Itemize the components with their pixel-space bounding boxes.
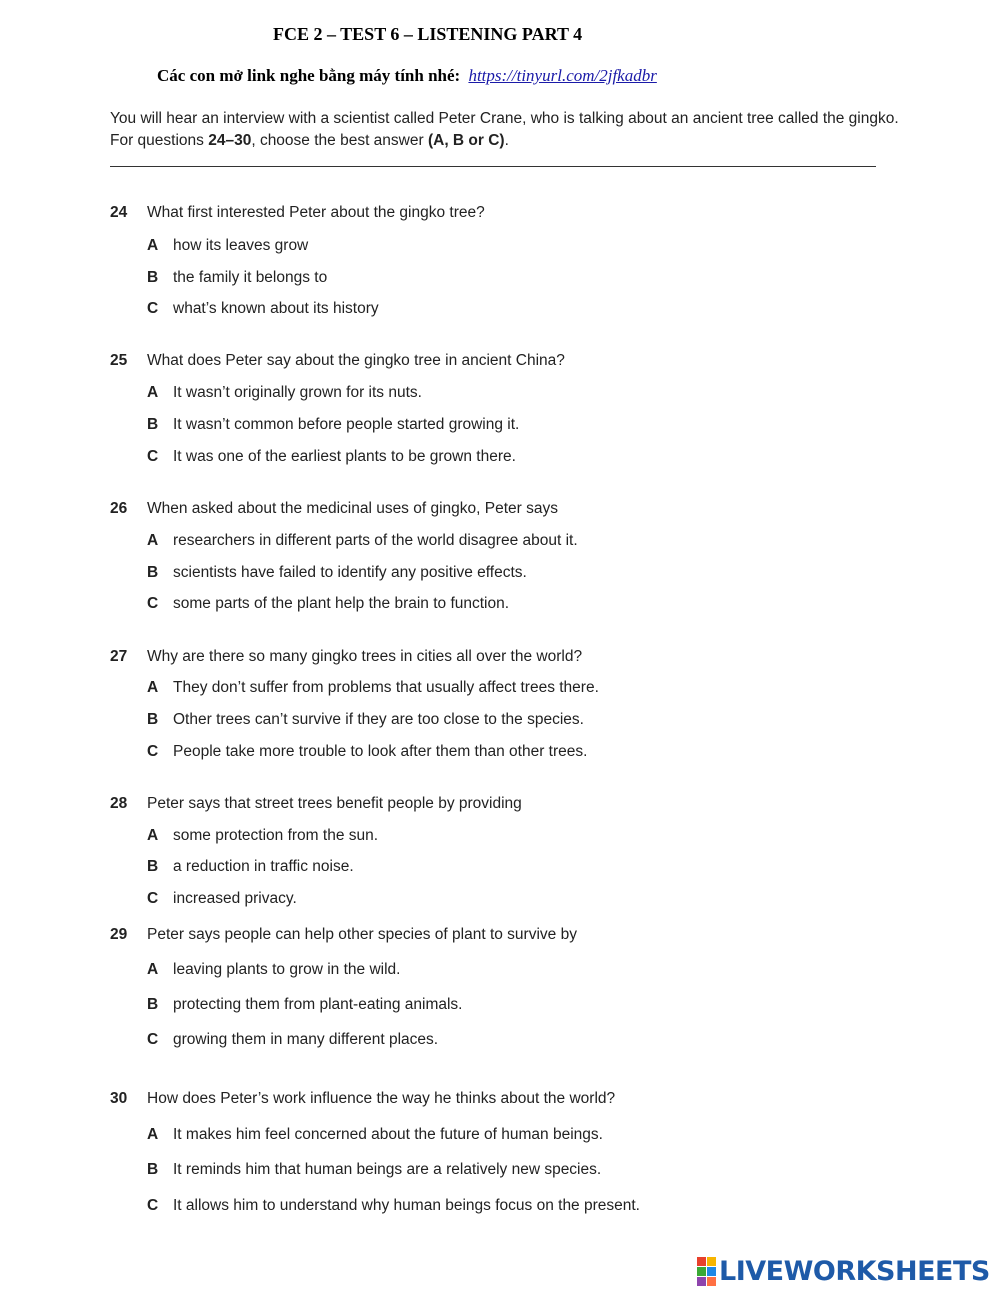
question-29 <box>110 923 910 1052</box>
question-text: When asked about the medicinal uses of gingko, Peter says <box>147 500 558 517</box>
option-c[interactable]: C It was one of the earliest plants to be grown there. <box>147 448 516 465</box>
logo-block <box>697 1277 706 1286</box>
option-c[interactable]: C People take more trouble to look after them than other trees. <box>147 743 588 760</box>
logo-block <box>697 1267 706 1276</box>
option-b[interactable]: B a reduction in traffic noise. <box>147 858 354 875</box>
question-24 <box>110 201 910 321</box>
question-25 <box>110 349 910 469</box>
option-c[interactable]: C It allows him to understand why human beings focus on the present. <box>147 1197 640 1214</box>
question-number: 27 <box>110 648 128 665</box>
option-b[interactable]: B It wasn’t common before people started growing it. <box>147 416 520 433</box>
option-c[interactable]: C increased privacy. <box>147 890 297 907</box>
question-number: 24 <box>110 204 128 221</box>
question-text: What does Peter say about the gingko tree in ancient China? <box>147 352 565 369</box>
option-b[interactable]: B scientists have failed to identify any positive effects. <box>147 564 527 581</box>
question-26 <box>110 497 910 616</box>
question-text: Why are there so many gingko trees in cities all over the world? <box>147 648 583 665</box>
option-b[interactable]: B It reminds him that human beings are a relatively new species. <box>147 1161 602 1178</box>
question-number: 28 <box>110 795 128 812</box>
option-b[interactable]: B protecting them from plant-eating animals. <box>147 996 463 1013</box>
divider <box>110 166 876 167</box>
question-range: 24–30 <box>208 132 252 149</box>
option-a[interactable]: A how its leaves grow <box>147 237 309 254</box>
option-c[interactable]: C some parts of the plant help the brain to function. <box>147 595 510 612</box>
page-title: FCE 2 – TEST 6 – LISTENING PART 4 <box>273 24 583 44</box>
option-c[interactable]: C what’s known about its history <box>147 300 379 317</box>
option-b[interactable]: B Other trees can’t survive if they are too close to the species. <box>147 711 584 728</box>
audio-link[interactable]: https://tinyurl.com/2jfkadbr <box>468 66 657 85</box>
liveworksheets-logo[interactable] <box>697 1256 990 1286</box>
option-a[interactable]: A leaving plants to grow in the wild. <box>147 961 401 978</box>
question-number: 26 <box>110 500 128 517</box>
logo-block <box>707 1277 716 1286</box>
question-text: How does Peter’s work influence the way he thinks about the world? <box>147 1090 616 1107</box>
option-b[interactable]: B the family it belongs to <box>147 269 328 286</box>
logo-icon <box>697 1257 716 1286</box>
link-prefix: Các con mở link nghe bằng máy tính nhé: <box>157 66 461 85</box>
question-text: Peter says people can help other species of plant to survive by <box>147 926 577 943</box>
question-number: 29 <box>110 926 128 943</box>
option-a[interactable]: A researchers in different parts of the world disagree about it. <box>147 532 578 549</box>
logo-text: LIVEWORKSHEETS <box>719 1255 990 1287</box>
option-c[interactable]: C growing them in many different places. <box>147 1031 439 1048</box>
logo-block <box>697 1257 706 1266</box>
logo-block <box>707 1257 716 1266</box>
question-number: 25 <box>110 352 128 369</box>
question-text: Peter says that street trees benefit people by providing <box>147 795 522 812</box>
logo-block <box>707 1267 716 1276</box>
question-text: What first interested Peter about the gingko tree? <box>147 204 485 221</box>
option-a[interactable]: A It makes him feel concerned about the future of human beings. <box>147 1126 603 1143</box>
answer-choices: (A, B or C) <box>427 132 505 149</box>
question-30 <box>110 1087 910 1218</box>
question-number: 30 <box>110 1090 128 1107</box>
option-a[interactable]: A They don’t suffer from problems that usually affect trees there. <box>147 679 599 696</box>
question-27 <box>110 645 910 764</box>
listening-link-line <box>157 66 657 86</box>
option-a[interactable]: A some protection from the sun. <box>147 827 379 844</box>
instructions: You will hear an interview with a scientist called Peter Crane, who is talking about an ancient tree called the gingko. For questions 24–30, choose the best answer (A, B or C). <box>110 110 899 149</box>
question-28 <box>110 792 910 911</box>
option-a[interactable]: A It wasn’t originally grown for its nuts. <box>147 384 422 401</box>
